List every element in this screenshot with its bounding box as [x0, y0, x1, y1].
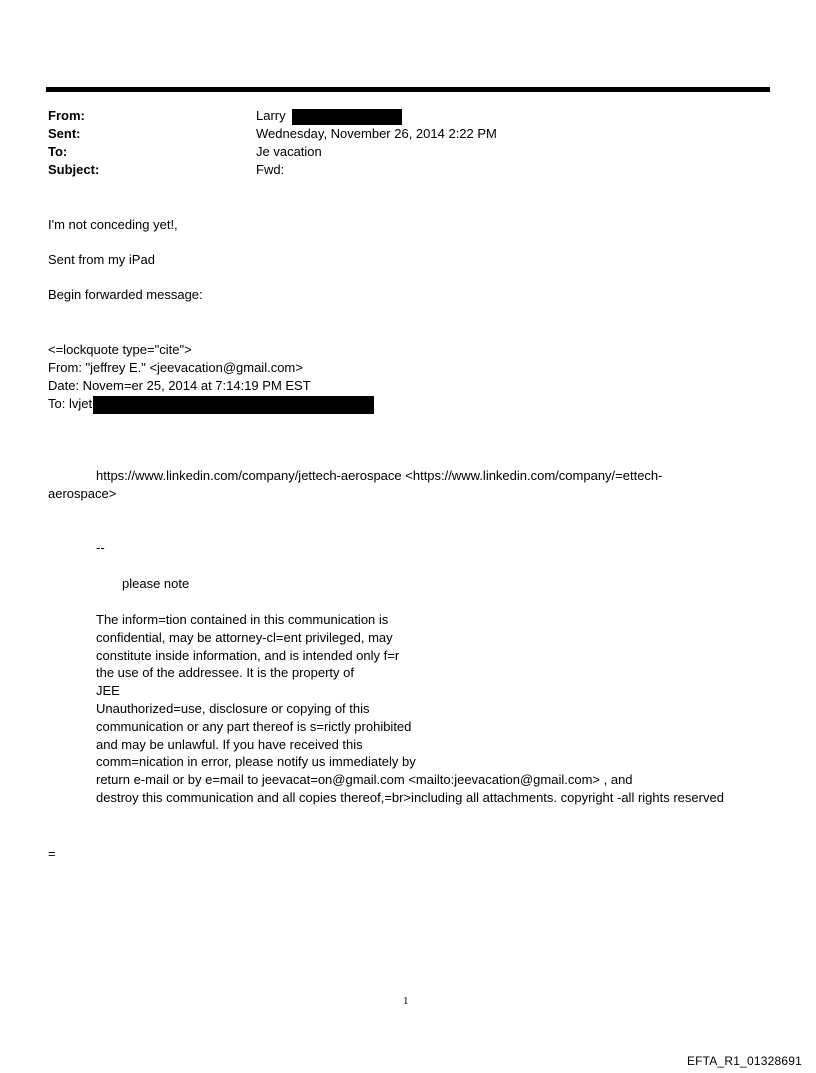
disclaimer-line: Unauthorized=use, disclosure or copying of this [96, 700, 370, 716]
disclaimer-line: JEE [96, 683, 120, 699]
subject-value: Fwd: [256, 162, 285, 177]
disclaimer-line: comm=nication in error, please notify us immediately by [96, 754, 416, 770]
bates-number: EFTA_R1_01328691 [686, 1054, 802, 1068]
to-label: To: [48, 144, 68, 159]
disclaimer-line: return e-mail or by e=mail to jeevacat=on@gmail.com <mailto:jeevacation@gmail.com> , and [96, 772, 633, 788]
subject-label: Subject: [48, 162, 100, 177]
disclaimer-line: confidential, may be attorney-cl=ent privileged, may [96, 629, 393, 645]
disclaimer-line: destroy this communication and all copies thereof,=br>including all attachments. copyright -all rights reserved [96, 789, 724, 805]
disclaimer-line: the use of the addressee. It is the property of [96, 665, 354, 681]
to-value: Je vacation [256, 144, 322, 159]
please-note: please note [122, 576, 190, 591]
disclaimer-line: communication or any part thereof is s=rictly prohibited [96, 718, 412, 734]
forwarded-blockquote: <=lockquote type="cite"> [48, 342, 192, 357]
body-line-conceding: I'm not conceding yet!, [48, 217, 178, 232]
disclaimer-line: and may be unlawful. If you have received this [96, 736, 363, 752]
sent-value: Wednesday, November 26, 2014 2:22 PM [256, 126, 497, 141]
trailing-equals: = [48, 846, 56, 861]
from-label: From: [48, 108, 85, 123]
linkedin-link-continued[interactable]: aerospace> [48, 486, 117, 501]
from-value [256, 107, 402, 125]
forwarded-date: Date: Novem=er 25, 2014 at 7:14:19 PM EST [48, 378, 311, 393]
redaction-box [93, 396, 374, 414]
header-divider [46, 87, 770, 92]
disclaimer-line: constitute inside information, and is intended only f=r [96, 647, 400, 663]
forwarded-from: From: "jeffrey E." <jeevacation@gmail.com> [48, 360, 303, 375]
body-line-sent-from: Sent from my iPad [48, 252, 155, 267]
redaction-box [292, 109, 402, 125]
linkedin-link[interactable]: https://www.linkedin.com/company/jettech-aerospace <https://www.linkedin.com/company/=ettech- [96, 468, 663, 483]
sent-label: Sent: [48, 126, 81, 141]
signature-dashes: -- [96, 540, 105, 555]
body-line-forwarded: Begin forwarded message: [48, 287, 203, 302]
page-number: 1 [403, 995, 409, 1007]
forwarded-to-text: To: lvjet [48, 396, 93, 411]
from-name: Larry [256, 108, 286, 123]
confidentiality-disclaimer [96, 611, 724, 807]
forwarded-to [48, 395, 374, 414]
disclaimer-line: The inform=tion contained in this communication is [96, 612, 389, 627]
